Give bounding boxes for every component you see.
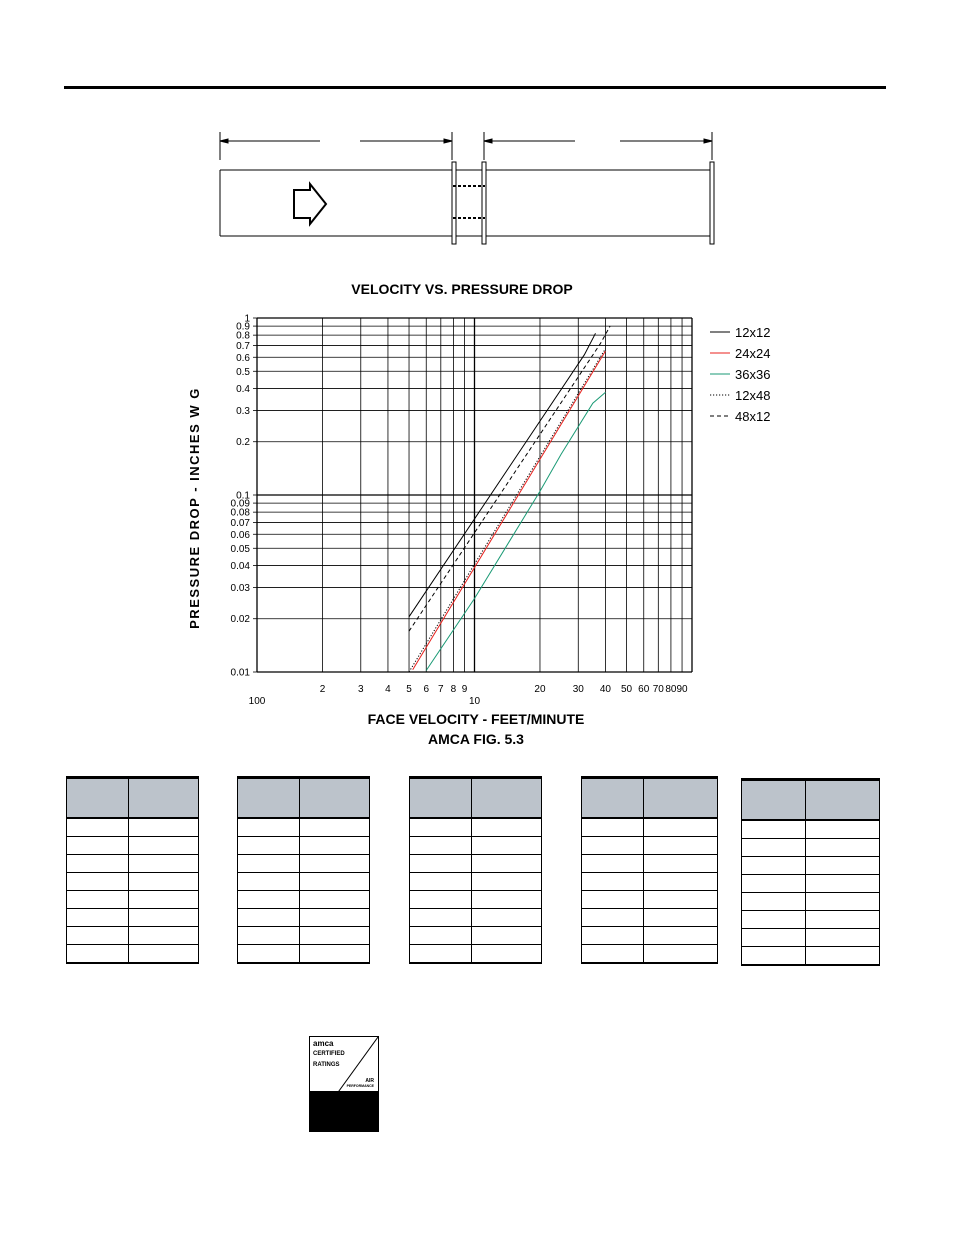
table-cell bbox=[129, 927, 199, 945]
table-cell bbox=[472, 945, 542, 964]
table-row bbox=[582, 873, 718, 891]
x-tick-label: 60 bbox=[638, 684, 650, 695]
logo-air-text: AIR PERFORMANCE bbox=[346, 1078, 374, 1088]
table-cell bbox=[300, 873, 370, 891]
table-cell bbox=[300, 945, 370, 964]
table-cell bbox=[129, 837, 199, 855]
table-row bbox=[67, 945, 199, 964]
table-cell bbox=[238, 891, 300, 909]
table-row bbox=[238, 837, 370, 855]
figure-caption: AMCA FIG. 5.3 bbox=[428, 731, 524, 747]
table-cell bbox=[644, 927, 718, 945]
table-header-cell bbox=[300, 778, 370, 819]
table-cell bbox=[742, 929, 806, 947]
table-cell bbox=[582, 873, 644, 891]
table-cell bbox=[472, 909, 542, 927]
table-cell bbox=[472, 873, 542, 891]
table-cell bbox=[300, 891, 370, 909]
table-row bbox=[582, 855, 718, 873]
table-row bbox=[67, 927, 199, 945]
table-cell bbox=[644, 818, 718, 837]
velocity-pressure-chart bbox=[0, 270, 954, 760]
y-tick-label: 0.09 bbox=[230, 498, 250, 510]
y-tick-label: 0.9 bbox=[236, 321, 250, 333]
table-cell bbox=[67, 855, 129, 873]
series-lines bbox=[409, 326, 610, 672]
table-cell bbox=[472, 818, 542, 837]
y-tick-label: 0.02 bbox=[230, 614, 250, 626]
series-line-12x12 bbox=[409, 333, 596, 617]
table-cell bbox=[742, 893, 806, 911]
table-cell bbox=[410, 891, 472, 909]
table-cell bbox=[806, 857, 880, 875]
x-tick-label: 30 bbox=[572, 684, 584, 695]
table-row bbox=[238, 927, 370, 945]
duct-diagram bbox=[210, 128, 730, 253]
table-cell bbox=[238, 909, 300, 927]
y-tick-label: 0.07 bbox=[230, 517, 250, 529]
data-table-5 bbox=[741, 778, 880, 966]
table-cell bbox=[300, 818, 370, 837]
logo-mark-text: amca CERTIFIED RATINGS bbox=[313, 1039, 345, 1068]
table-cell bbox=[410, 855, 472, 873]
table-cell bbox=[644, 891, 718, 909]
data-table-2 bbox=[237, 776, 370, 964]
legend-label: 36x36 bbox=[735, 367, 771, 382]
table-header-row bbox=[238, 778, 370, 819]
table-row bbox=[67, 855, 199, 873]
x-tick-label: 5 bbox=[406, 684, 412, 695]
x-tick-label: 3 bbox=[357, 684, 364, 695]
table-header-cell bbox=[129, 778, 199, 819]
table-row bbox=[742, 947, 880, 966]
table-row bbox=[742, 893, 880, 911]
table-cell bbox=[582, 855, 644, 873]
table-row bbox=[410, 855, 542, 873]
table-row bbox=[410, 873, 542, 891]
table-cell bbox=[806, 839, 880, 857]
x-tick-label: 40 bbox=[599, 684, 612, 695]
legend-label: 12x12 bbox=[735, 325, 771, 340]
table-cell bbox=[300, 927, 370, 945]
table-row bbox=[742, 929, 880, 947]
table-row bbox=[67, 837, 199, 855]
table-header-cell bbox=[742, 780, 806, 821]
table-cell bbox=[238, 818, 300, 837]
table-header-cell bbox=[238, 778, 300, 819]
table-cell bbox=[742, 857, 806, 875]
y-tick-label: 0.4 bbox=[236, 383, 250, 395]
y-tick-label: 0.8 bbox=[236, 330, 250, 342]
y-tick-label: 0.5 bbox=[236, 366, 250, 378]
table-row bbox=[67, 818, 199, 837]
x-tick-label: 80 bbox=[665, 684, 677, 695]
table-cell bbox=[129, 891, 199, 909]
table-cell bbox=[410, 873, 472, 891]
x-tick-label: 2 bbox=[319, 684, 326, 695]
table-row bbox=[238, 818, 370, 837]
x-tick-label: 10 bbox=[468, 696, 481, 707]
table-cell bbox=[410, 818, 472, 837]
table-row bbox=[238, 909, 370, 927]
table-cell bbox=[67, 927, 129, 945]
table-row bbox=[67, 891, 199, 909]
table-row bbox=[582, 927, 718, 945]
table-cell bbox=[472, 837, 542, 855]
table-header-row bbox=[742, 780, 880, 821]
table-header-cell bbox=[472, 778, 542, 819]
y-tick-label: 0.6 bbox=[236, 352, 250, 364]
table-row bbox=[238, 873, 370, 891]
legend-label: 24x24 bbox=[735, 346, 771, 361]
x-tick-label: 90 bbox=[676, 684, 688, 695]
legend bbox=[710, 325, 770, 424]
table-cell bbox=[67, 945, 129, 964]
table-cell bbox=[129, 818, 199, 837]
table-header-cell bbox=[410, 778, 472, 819]
data-table-1 bbox=[66, 776, 199, 964]
x-tick-label: 6 bbox=[423, 684, 430, 695]
table-row bbox=[238, 891, 370, 909]
table-cell bbox=[742, 820, 806, 839]
table-row bbox=[410, 945, 542, 964]
table-row bbox=[582, 818, 718, 837]
table-row bbox=[410, 891, 542, 909]
y-tick-label: 0.08 bbox=[230, 507, 250, 519]
table-cell bbox=[472, 927, 542, 945]
x-tick-labels bbox=[249, 684, 688, 707]
table-cell bbox=[238, 927, 300, 945]
table-cell bbox=[410, 909, 472, 927]
table-row bbox=[410, 909, 542, 927]
table-row bbox=[410, 837, 542, 855]
chart-title: VELOCITY VS. PRESSURE DROP bbox=[351, 281, 573, 297]
amca-certified-logo bbox=[309, 1036, 379, 1132]
table-cell bbox=[472, 891, 542, 909]
table-row bbox=[582, 909, 718, 927]
table-cell bbox=[129, 945, 199, 964]
table-row bbox=[742, 911, 880, 929]
table-cell bbox=[129, 873, 199, 891]
table-cell bbox=[644, 837, 718, 855]
table-cell bbox=[410, 927, 472, 945]
table-cell bbox=[238, 855, 300, 873]
table-cell bbox=[410, 837, 472, 855]
table-row bbox=[67, 909, 199, 927]
y-tick-labels bbox=[231, 314, 251, 679]
table-cell bbox=[129, 909, 199, 927]
table-cell bbox=[582, 945, 644, 964]
y-tick-label: 0.1 bbox=[236, 490, 250, 502]
y-tick-label: 0.01 bbox=[230, 667, 250, 679]
table-header-row bbox=[67, 778, 199, 819]
table-header-row bbox=[410, 778, 542, 819]
table-row bbox=[742, 857, 880, 875]
y-axis-label: PRESSURE DROP - INCHES W G bbox=[187, 387, 202, 629]
table-cell bbox=[582, 837, 644, 855]
table-row bbox=[742, 839, 880, 857]
table-cell bbox=[67, 891, 129, 909]
logo-black-block bbox=[310, 1091, 378, 1131]
table-header-cell bbox=[67, 778, 129, 819]
table-cell bbox=[582, 891, 644, 909]
y-tick-label: 0.04 bbox=[230, 560, 250, 572]
table-cell bbox=[806, 820, 880, 839]
table-cell bbox=[644, 873, 718, 891]
series-line-48x12 bbox=[409, 326, 610, 631]
table-row bbox=[742, 875, 880, 893]
table-cell bbox=[582, 927, 644, 945]
table-row bbox=[582, 837, 718, 855]
table-cell bbox=[644, 945, 718, 964]
table-cell bbox=[742, 875, 806, 893]
table-row bbox=[582, 891, 718, 909]
table-cell bbox=[67, 909, 129, 927]
y-tick-label: 0.05 bbox=[230, 543, 250, 555]
y-tick-label: 0.7 bbox=[236, 340, 250, 352]
table-cell bbox=[238, 873, 300, 891]
data-table-4 bbox=[581, 776, 718, 964]
x-tick-label: 70 bbox=[652, 684, 664, 695]
table-cell bbox=[806, 911, 880, 929]
y-tick-label: 0.2 bbox=[236, 437, 250, 449]
table-header-cell bbox=[644, 778, 718, 819]
table-cell bbox=[300, 837, 370, 855]
table-cell bbox=[644, 855, 718, 873]
x-tick-label: 20 bbox=[534, 684, 546, 695]
table-cell bbox=[238, 945, 300, 964]
table-row bbox=[410, 927, 542, 945]
x-tick-label: 100 bbox=[248, 696, 266, 707]
legend-label: 12x48 bbox=[735, 388, 771, 403]
y-tick-label: 0.03 bbox=[230, 583, 250, 595]
table-cell bbox=[742, 839, 806, 857]
x-tick-label: 8 bbox=[450, 684, 457, 695]
table-row bbox=[742, 820, 880, 839]
table-row bbox=[410, 818, 542, 837]
y-tick-label: 0.06 bbox=[230, 529, 250, 541]
table-cell bbox=[806, 947, 880, 966]
table-cell bbox=[742, 947, 806, 966]
table-row bbox=[67, 873, 199, 891]
x-tick-label: 50 bbox=[620, 684, 633, 695]
table-cell bbox=[472, 855, 542, 873]
table-cell bbox=[742, 911, 806, 929]
table-header-cell bbox=[806, 780, 880, 821]
table-cell bbox=[238, 837, 300, 855]
table-cell bbox=[582, 818, 644, 837]
table-cell bbox=[67, 818, 129, 837]
table-cell bbox=[300, 855, 370, 873]
x-axis-label: FACE VELOCITY - FEET/MINUTE bbox=[367, 711, 585, 727]
table-cell bbox=[582, 909, 644, 927]
table-header-cell bbox=[582, 778, 644, 819]
table-cell bbox=[129, 855, 199, 873]
series-line-12x48 bbox=[409, 349, 605, 672]
table-cell bbox=[67, 873, 129, 891]
chart-grid bbox=[253, 318, 692, 672]
table-cell bbox=[644, 909, 718, 927]
table-cell bbox=[806, 929, 880, 947]
table-cell bbox=[67, 837, 129, 855]
table-row bbox=[238, 855, 370, 873]
table-row bbox=[582, 945, 718, 964]
series-line-24x24 bbox=[413, 351, 606, 670]
table-cell bbox=[410, 945, 472, 964]
y-tick-label: 0.3 bbox=[236, 406, 250, 418]
table-cell bbox=[806, 893, 880, 911]
data-table-3 bbox=[409, 776, 542, 964]
header-rule bbox=[64, 86, 886, 89]
table-row bbox=[238, 945, 370, 964]
table-cell bbox=[806, 875, 880, 893]
x-tick-label: 4 bbox=[385, 684, 391, 695]
x-tick-label: 9 bbox=[461, 684, 468, 695]
x-tick-label: 7 bbox=[438, 684, 444, 695]
table-cell bbox=[300, 909, 370, 927]
table-header-row bbox=[582, 778, 718, 819]
y-tick-label: 1 bbox=[244, 313, 250, 325]
legend-label: 48x12 bbox=[735, 409, 771, 424]
